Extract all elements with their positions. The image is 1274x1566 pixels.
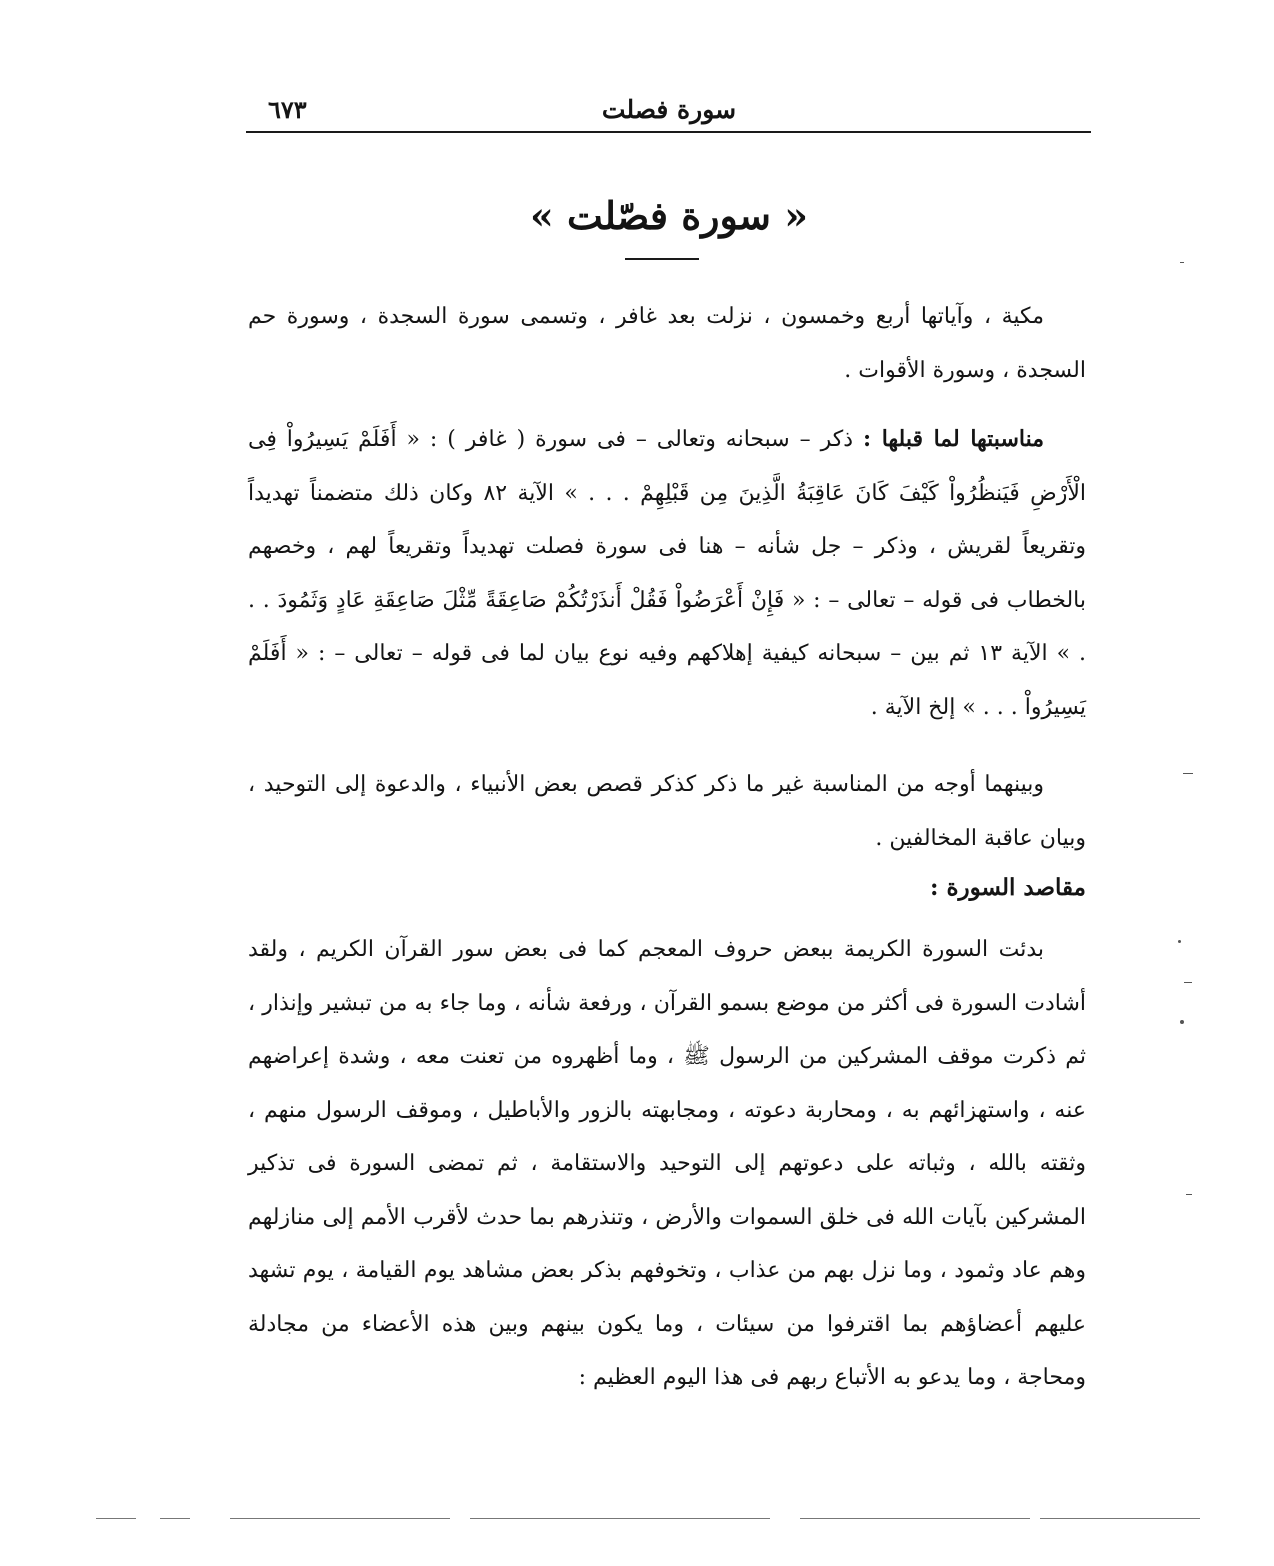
scan-mark xyxy=(1180,1020,1184,1024)
scan-bottom-line xyxy=(470,1518,770,1519)
scan-mark xyxy=(1178,940,1181,943)
also-relation-paragraph: وبينهما أوجه من المناسبة غير ما ذكر كذكر قصص بعض الأنبياء ، والدعوة إلى التوحيد ، وبيان عاقبة المخالفين . xyxy=(248,772,1086,851)
relation-lead: مناسبتها لما قبلها : xyxy=(862,426,1045,452)
scan-bottom-line xyxy=(1040,1518,1200,1519)
scan-mark xyxy=(1184,982,1192,983)
header-rule xyxy=(246,131,1091,133)
running-header xyxy=(248,92,1090,128)
page-number: ٦٧٣ xyxy=(268,95,307,124)
relation-paragraph xyxy=(248,413,1086,734)
title-rule xyxy=(625,258,699,260)
scan-mark xyxy=(1186,1194,1192,1195)
objectives-heading: مقاصد السورة : xyxy=(929,874,1086,901)
scan-bottom-line xyxy=(96,1518,136,1519)
body-text xyxy=(248,290,1086,1405)
running-title: سورة فصلت xyxy=(601,95,737,124)
relation-text: ذكر – سبحانه وتعالى – فى سورة ( غافر ) : « أَفَلَمْ يَسِيرُواْ فِى الْأَرْضِ فَيَنظُرُواْ كَيْفَ كَانَ عَاقِبَةُ الَّذِينَ مِن قَبْلِهِمْ . . . » الآية ٨٢ وكان ذلك متضمناً تهديداً وتقريعاً لقريش ، وذكر – جل شأنه – هنا فى سورة فصلت تهديداً وتقريعاً لهم ، وخصهم بالخطاب فى قوله – تعالى – : « فَإِنْ أَعْرَضُواْ فَقُلْ أَنذَرْتُكُمْ صَاعِقَةً مِّثْلَ صَاعِقَةِ عَادٍ وَثَمُودَ . . . » الآية ١٣ ثم بين – سبحانه كيفية إهلاكهم وفيه نوع بيان لما فى قوله – تعالى – : « أَفَلَمْ يَسِيرُواْ . . . » إلخ الآية . xyxy=(248,427,1086,720)
intro-paragraph: مكية ، وآياتها أربع وخمسون ، نزلت بعد غافر ، وتسمى سورة السجدة ، وسورة حم السجدة ، وسورة الأقوات . xyxy=(248,304,1086,383)
scan-bottom-line xyxy=(800,1518,1030,1519)
scan-mark xyxy=(1183,773,1193,774)
scan-bottom-line xyxy=(160,1518,190,1519)
scan-mark xyxy=(1180,262,1184,263)
objectives-paragraph: بدئت السورة الكريمة ببعض حروف المعجم كما فى بعض سور القرآن الكريم ، ولقد أشادت السورة فى أكثر من موضع بسمو القرآن ، ورفعة شأنه ، وما جاء به من تبشير وإنذار ، ثم ذكرت موقف المشركين من الرسول ﷺ ، وما أظهروه من تعنت معه ، وشدة إعراضهم عنه ، واستهزائهم به ، ومحاربة دعوته ، ومجابهته بالزور والأباطيل ، وموقف الرسول منهم ، وثقته بالله ، وثباته على دعوتهم إلى التوحيد والاستقامة ، ثم تمضى السورة فى تذكير المشركين بآيات الله فى خلق السموات والأرض ، وتنذرهم بما حدث لأقرب الأمم إلى منازلهم وهم عاد وثمود ، وما نزل بهم من عذاب ، وتخوفهم بذكر بعض مشاهد يوم القيامة ، يوم تشهد عليهم أعضاؤهم بما اقترفوا من سيئات ، وما يكون بينهم وبين هذه الأعضاء من مجادلة ومحاجة ، وما يدعو به الأتباع ربهم فى هذا اليوم العظيم : xyxy=(248,937,1086,1390)
surah-title: « سورة فصّلت » xyxy=(530,193,808,238)
scan-bottom-line xyxy=(230,1518,450,1519)
